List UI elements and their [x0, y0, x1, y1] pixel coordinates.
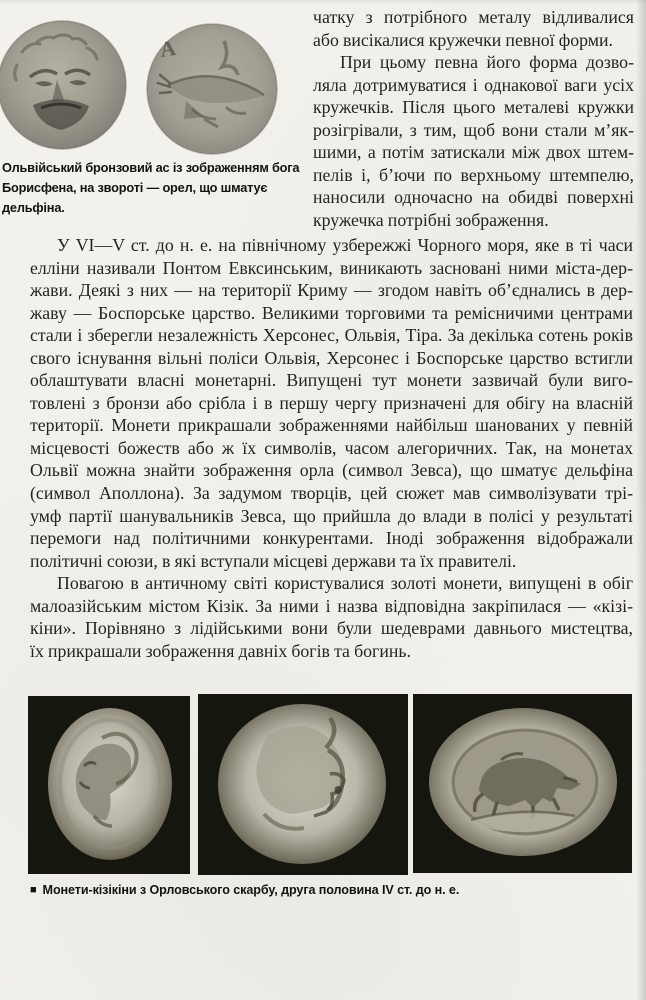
- kizikin-coin-photo-1: [28, 696, 190, 874]
- text-line: перемоги над політичними конкурентами. Іноді зображення відображали: [30, 528, 633, 549]
- text-line: (символ Аполлона). За задумом творців, цей сюжет мав символізувати трі-: [30, 483, 633, 504]
- text-line: стали і зберегли незалежність Херсонес, Ольвія, Тіра. За декілька сотень років: [30, 325, 633, 346]
- text-line: наносили одночасно на обидві поверхні: [313, 187, 634, 208]
- text-line: елліни називали Понтом Евксинським, виникають засновані ними міста-дер-: [30, 257, 633, 278]
- text-line: У VI—V ст. до н. е. на північному узбережжі Чорного моря, яке в ті часи: [57, 235, 633, 255]
- text-line: умф партії шанувальників Зевса, що прийшла до влади в полісі у результаті: [30, 505, 633, 526]
- text-line: їх прикрашали зображення давніх богів та богинь.: [30, 640, 411, 661]
- text-line: чатку з потрібного металу відливалися: [313, 7, 634, 27]
- text-line: свого існування вільні поліси Ольвія, Херсонес і Боспорське царство встигли: [30, 347, 633, 368]
- text-line: пелів і, б’ючи по верхньому штемпелю,: [313, 164, 634, 185]
- caption-text: Монети-кізікіни з Орловського скарбу, друга половина IV ст. до н. е.: [42, 883, 460, 897]
- kizikin-coin-photo-3: [413, 694, 632, 873]
- text-line: розігрівали, з тим, щоб вони стали м’як-: [313, 119, 634, 140]
- figure-caption-top: [2, 158, 312, 217]
- kizikin-coin-photo-2: [198, 694, 408, 875]
- caption-line: Ольвійський бронзовий ас із зображенням бога: [2, 160, 300, 175]
- text-line: ляла дотримуватися і однакової ваги усіх: [313, 74, 634, 95]
- figure-olbia-coin: [0, 0, 312, 215]
- text-line: Ольвії можна знайти зображення орла (символ Зевса), що шматує дельфіна: [30, 460, 633, 481]
- caption-bullet-icon: ■: [30, 884, 37, 896]
- figure-caption-bottom: [30, 883, 610, 897]
- kizikin-coin-3-graphic: [413, 694, 632, 873]
- coin-inscription-letter: А: [158, 35, 178, 62]
- text-line: малоазійським містом Кізік. За ними і назва відповідна закріпилася — «кізі-: [30, 595, 633, 616]
- caption-line: Борисфена, на звороті — орел, що шматує дельфіна.: [2, 179, 268, 215]
- text-line: товлені з бронзи або срібла і в першу чергу призначені для обігу на власній: [30, 392, 633, 413]
- coin-obverse-graphic: [0, 20, 128, 151]
- text-line: кружечка потрібні зображення.: [313, 209, 549, 230]
- text-line: кіни». Порівняно з лідійськими вони були шедеврами давнього мистецтва,: [30, 618, 633, 639]
- text-line: політичні союзи, в які вступали місцеві держави та їх правителі.: [30, 550, 517, 571]
- kizikin-coin-2-graphic: [198, 694, 408, 875]
- kizikin-coin-1-graphic: [28, 696, 190, 874]
- body-text: [30, 234, 633, 662]
- text-line: кружечків. Після цього металеві кружки: [313, 97, 634, 118]
- text-line: Повагою в античному світі користувалися золоті монети, випущені в обіг: [57, 573, 633, 594]
- text-line: жаву — Боспорське царство. Великими торговими та ремісничими центрами: [30, 302, 633, 323]
- coin-obverse-borysfen-image: [0, 20, 128, 151]
- text-line: При цьому певна його форма дозво-: [340, 52, 634, 73]
- text-line: облаштувати власні монетарні. Випущені тут монети зазвичай були виго-: [30, 370, 633, 391]
- intro-column: [313, 6, 634, 231]
- text-line: шими, а потім затискали між двох штем-: [313, 142, 634, 163]
- text-line: місцевості божеств або ж їх символів, часом алегоричних. Так, на монетах: [30, 437, 633, 458]
- text-line: або висікалися кружечки певної форми.: [313, 29, 613, 50]
- text-line: жави. Деякі з них — на території Криму — згодом навіть об’єднались в дер-: [30, 280, 633, 301]
- text-line: території. Монети прикрашали зображеннями найбільш шанованих у певній: [30, 415, 633, 436]
